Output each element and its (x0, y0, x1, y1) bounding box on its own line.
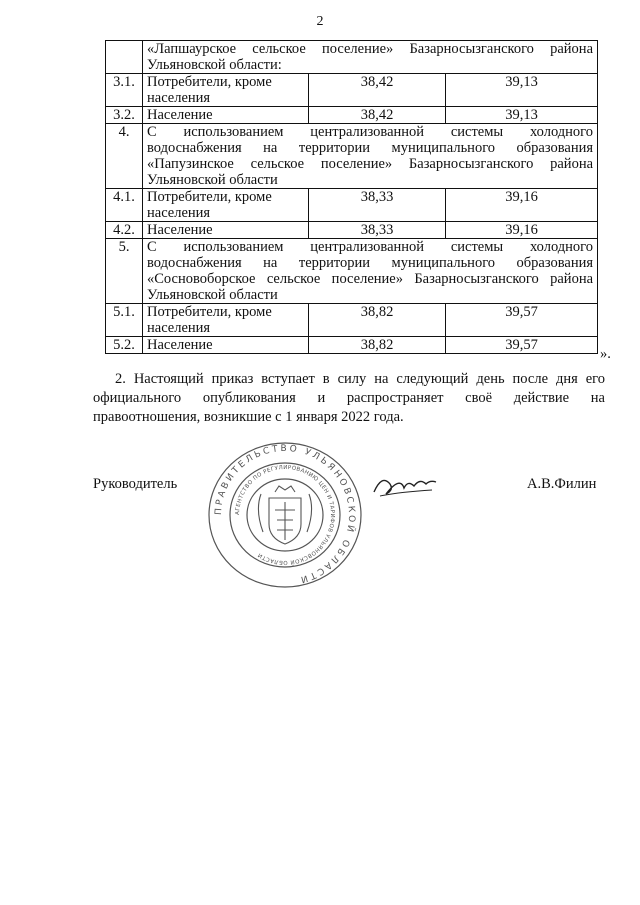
consumer-category-cell: Население (143, 222, 309, 239)
signatory-title: Руководитель (93, 476, 178, 492)
official-stamp-seal (205, 440, 365, 590)
tariff-value-period-1: 38,82 (309, 304, 446, 337)
stamp-inner-text: АГЕНТСТВО ПО РЕГУЛИРОВАНИЮ ЦЕН И ТАРИФОВ УЛЬЯНОВСКОЙ ОБЛАСТИ (234, 464, 336, 566)
consumer-category-cell: Потребители, кроме населения (143, 74, 309, 107)
row-number: 5.1. (106, 304, 143, 337)
tariff-value-period-1: 38,42 (309, 74, 446, 107)
tariff-value-period-2: 39,16 (446, 189, 598, 222)
tariff-value-period-1: 38,42 (309, 107, 446, 124)
section-heading-cell: С использованием централизованной системы холодного водоснабжения на территории муниципального образования «Папузинское сельское поселение» Базарносызганского района Ульяновской области (143, 124, 598, 189)
section-heading-cell: С использованием централизованной системы холодного водоснабжения на территории муниципального образования «Сосновоборское сельское поселение» Базарносызганского района Ульяновской области (143, 239, 598, 304)
tariff-value-period-2: 39,13 (446, 107, 598, 124)
coat-of-arms-emblem (258, 486, 311, 544)
row-number: 3.1. (106, 74, 143, 107)
row-number: 3.2. (106, 107, 143, 124)
consumer-category-cell: Население (143, 107, 309, 124)
row-number (106, 41, 143, 74)
table-row (106, 124, 598, 189)
row-number: 4. (106, 124, 143, 189)
paragraph-text: 2. Настоящий приказ вступает в силу на следующий день после дня его официального опубликования и распространяет своё действие на правоотношения, возникшие с 1 января 2022 года. (93, 371, 605, 425)
page-number: 2 (316, 14, 324, 29)
table-row (106, 74, 598, 107)
tariff-value-period-2: 39,57 (446, 304, 598, 337)
consumer-category-cell: Потребители, кроме населения (143, 189, 309, 222)
tariff-value-period-1: 38,82 (309, 337, 446, 354)
handwritten-signature (370, 470, 440, 500)
row-number: 4.1. (106, 189, 143, 222)
table-row (106, 107, 598, 124)
row-number: 5. (106, 239, 143, 304)
consumer-category-cell: Население (143, 337, 309, 354)
table-row (106, 41, 598, 74)
effective-date-paragraph (93, 370, 605, 427)
table-row (106, 304, 598, 337)
tariff-value-period-2: 39,16 (446, 222, 598, 239)
table-row (106, 189, 598, 222)
tariff-value-period-2: 39,13 (446, 74, 598, 107)
tariff-value-period-1: 38,33 (309, 189, 446, 222)
row-number: 5.2. (106, 337, 143, 354)
tariff-value-period-1: 38,33 (309, 222, 446, 239)
consumer-category-cell: Потребители, кроме населения (143, 304, 309, 337)
tariff-value-period-2: 39,57 (446, 337, 598, 354)
closing-quote-mark: ». (600, 346, 611, 362)
tariff-table (105, 40, 598, 354)
row-number: 4.2. (106, 222, 143, 239)
signatory-name: А.В.Филин (527, 476, 597, 492)
table-row (106, 222, 598, 239)
stamp-ring-text: ПРАВИТЕЛЬСТВО УЛЬЯНОВСКОЙ ОБЛАСТИ (213, 443, 357, 585)
table-row (106, 337, 598, 354)
table-row (106, 239, 598, 304)
section-heading-cell: «Лапшаурское сельское поселение» Базарносызганского района Ульяновской области: (143, 41, 598, 74)
